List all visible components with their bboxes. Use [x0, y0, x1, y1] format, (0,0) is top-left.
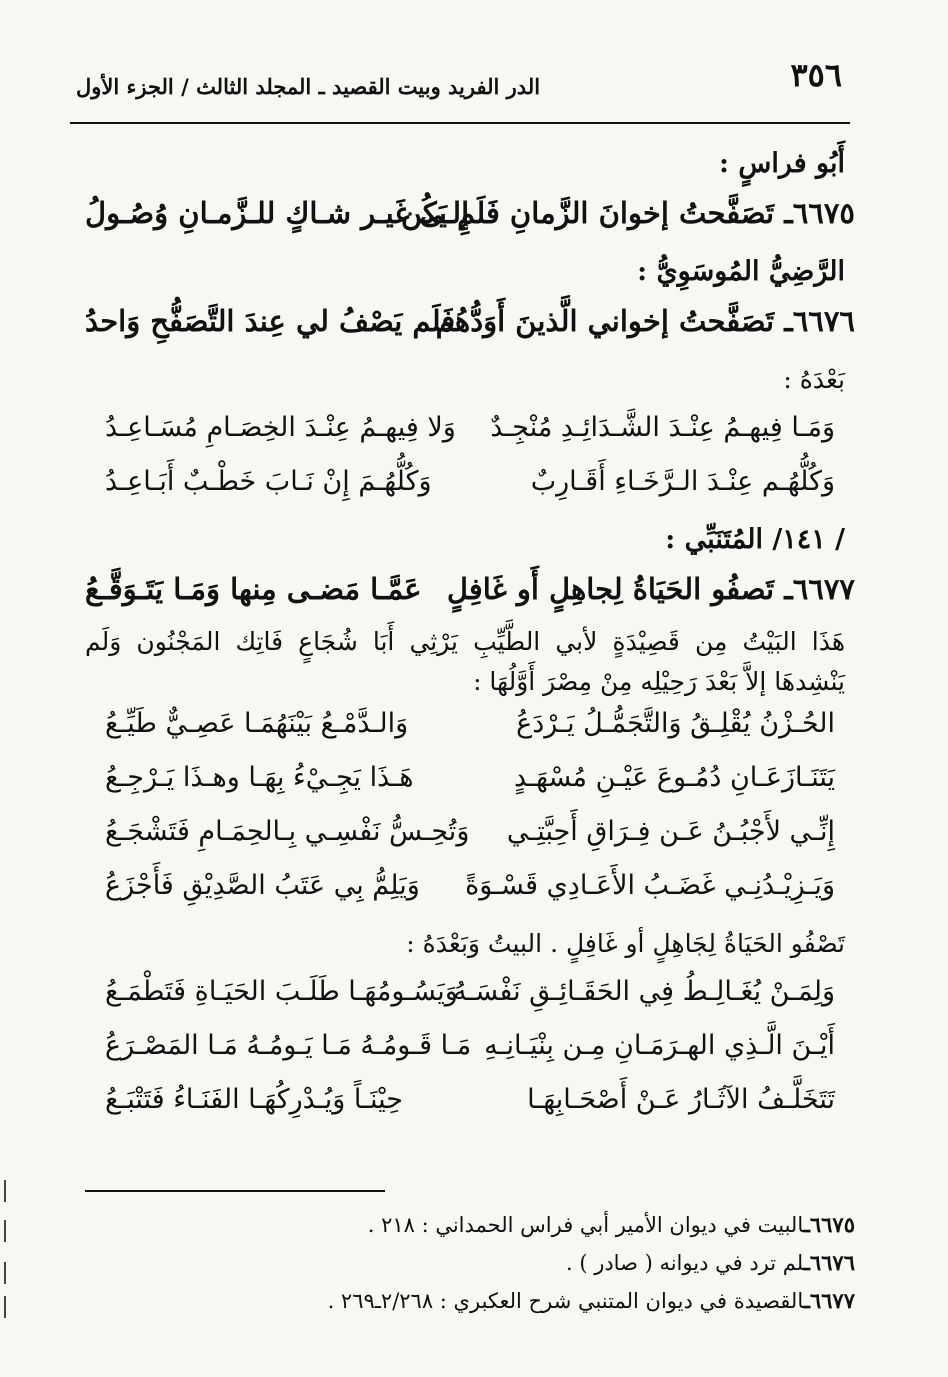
running-title: الدر الفريد وبيت القصيد ـ المجلد الثالث / الجزء الأول: [76, 74, 541, 99]
first-hemistich: وَلِمَـنْ يُغَـالِـطُ فِي الحَقَـائِـقِ نَفْسَـهُ: [452, 976, 835, 1007]
second-hemistich: وَلا فِيهـمُ عِنْـدَ الخِصَـامِ مُسَـاعِـدُ: [105, 412, 456, 443]
scan-edge-mark: [4, 1262, 6, 1284]
footnote: [85, 1282, 855, 1320]
first-hemistich: [436, 304, 855, 338]
footnote-text: البيت في ديوان الأمير أبي فراس الحمداني : ٢١٨ .: [367, 1213, 804, 1237]
footnote-text: القصيدة في ديوان المتنبي شرح العكبري : ٢/٢٦٨ـ٢٦٩ .: [327, 1289, 804, 1313]
poem-couplet: [85, 1024, 855, 1078]
poet-name: الرَّضِيُّ المُوسَوِيُّ :: [637, 256, 845, 287]
first-hemistich: وَكُلُّهُـم عِنْـدَ الـرَّخَـاءِ أَقَـارِبٌ: [530, 466, 835, 497]
poem-couplet: [85, 864, 855, 918]
second-hemistich: عَمَّـا مَضـى مِنها وَمَـا يَتَـوَقَّـعُ: [85, 572, 422, 606]
scan-edge-mark: [4, 1296, 6, 1318]
first-hemistich: أَيْـنَ الَّـذِي الهـرَمَـانِ مِـن بِنْيَـانِـهِ: [484, 1030, 835, 1061]
footnotes: [85, 1206, 855, 1320]
note-line: تَصْفُو الحَيَاةُ لِجَاهِلٍ أو غَافِلٍ . البيتُ وَبَعْدَهُ :: [406, 929, 845, 958]
second-hemistich: فَلَم يَصْفُ لي عِندَ التَّصَفُّحِ وَاحدُ: [85, 304, 456, 338]
second-hemistich: وَكُلُّهُـمَ إِنْ نَـابَ خَطْـبٌ أَبَـاعِـدُ: [105, 466, 432, 497]
second-hemistich: مَـا قَـومُـهُ مَـا يَـومُـهُ مَـا المَصْـرَعُ: [105, 1030, 472, 1061]
first-hemistich: [447, 572, 855, 606]
footnote-number: ٦٦٧٧ـ: [803, 1288, 855, 1313]
verse-number: ٦٦٧٦ـ: [784, 304, 855, 338]
scan-edge-mark: [4, 1180, 6, 1202]
commentary-paragraph: هَذَا البَيْتُ مِن قَصِيْدَةٍ لأبي الطَّيِّبِ يَرْثِي أَبَا شُجَاعٍ فَاتِك المَجْنُون وَلَم يَنْشِدهَا إلاَّ بَعْدَ رَحِيْلِه مِنْ مِصْرَ أَوَّلُهَا :: [85, 627, 845, 696]
page-number: ٣٥٦: [790, 56, 842, 94]
page-header: [70, 52, 850, 124]
second-hemistich: وَتُحِـسُّ نَفْسِـي بِـالحِمَـامِ فَتَشْجَـعُ: [105, 816, 470, 847]
scan-edge-mark: [4, 1220, 6, 1242]
note-line: بَعْدَهُ :: [783, 365, 845, 394]
second-hemistich: هَـذَا يَجِـيْءُ بِهَـا وهـذَا يَـرْجِـعُ: [105, 762, 414, 793]
second-hemistich: إِلـى غَيـر شـاكٍ للـزَّمـانِ وُصُـولُ: [85, 196, 470, 230]
poem-couplet: [85, 406, 855, 460]
first-hemistich: الحُـزْنُ يُقْلِـقُ وَالتَّجَمُّـلُ يَـرْدَعُ: [516, 708, 835, 739]
footnote-separator: [85, 1190, 385, 1192]
second-hemistich: وَالـدَّمْـعُ بَيْنَهُمَـا عَصِـيٌّ طَيِّـعُ: [105, 708, 409, 739]
numbered-verse: [85, 190, 855, 246]
second-hemistich: وَيَلِمُّ بِي عَتَبُ الصَّدِيْقِ فَأَجْزَعُ: [105, 870, 420, 901]
poem-couplet: [85, 810, 855, 864]
poem-couplet: [85, 756, 855, 810]
numbered-verse: [85, 298, 855, 354]
footnote-number: ٦٦٧٦ـ: [803, 1250, 855, 1275]
numbered-verse: [85, 566, 855, 622]
poet-name: / ١٤١/ المُتَنَبِّي :: [665, 524, 845, 555]
poet-name: أَبُو فراسٍ :: [719, 148, 845, 179]
hemistich-text: تَصَفَّحتُ إخواني الَّذينَ أَوَدُّهُم: [435, 304, 785, 338]
hemistich-text: تَصَفَّحتُ إخوانَ الزَّمانِ فَلَم يَكُن: [400, 196, 785, 230]
poem-couplet: [85, 460, 855, 514]
second-hemistich: حِيْنَـاً وَيُـدْرِكُهَـا الفَنَـاءُ فَتَتْبَـعُ: [105, 1084, 403, 1115]
second-hemistich: وَيَسُـومُهَـا طَلَـبَ الحَيَـاةِ فَتَطْمَـعُ: [105, 976, 458, 1007]
footnote: [85, 1244, 855, 1282]
poem-couplet: [85, 1078, 855, 1132]
first-hemistich: إِنِّـي لأَجْبُـنُ عَـن فِـرَاقِ أَحِبَّتِـي: [506, 816, 835, 847]
first-hemistich: وَيَـزِيْـدُنِـي غَضَـبُ الأَعَـادِي قَسْـوَةً: [465, 870, 835, 901]
footnote-number: ٦٦٧٥ـ: [803, 1212, 855, 1237]
main-text: [85, 138, 855, 1132]
footnote: [85, 1206, 855, 1244]
poem-couplet: [85, 970, 855, 1024]
hemistich-text: تَصفُو الحَيَاةُ لِجاهِلٍ أَو غَافِلٍ: [446, 572, 785, 606]
verse-number: ٦٦٧٥ـ: [784, 196, 855, 230]
first-hemistich: وَمَـا فِيهـمُ عِنْـدَ الشَّـدَائِـدِ مُنْجِـدٌ: [490, 412, 835, 443]
footnote-text: لم ترد في ديوانه ( صادر ) .: [565, 1251, 804, 1275]
verse-number: ٦٦٧٧ـ: [784, 572, 855, 606]
first-hemistich: تَتَخَلَّـفُ الآثَـارُ عَـنْ أَصْحَـابِهَـا: [527, 1084, 835, 1115]
first-hemistich: يَتَنَـازَعَـانِ دُمُـوعَ عَيْـنِ مُسْهَـدٍ: [513, 762, 835, 793]
poem-couplet: [85, 702, 855, 756]
